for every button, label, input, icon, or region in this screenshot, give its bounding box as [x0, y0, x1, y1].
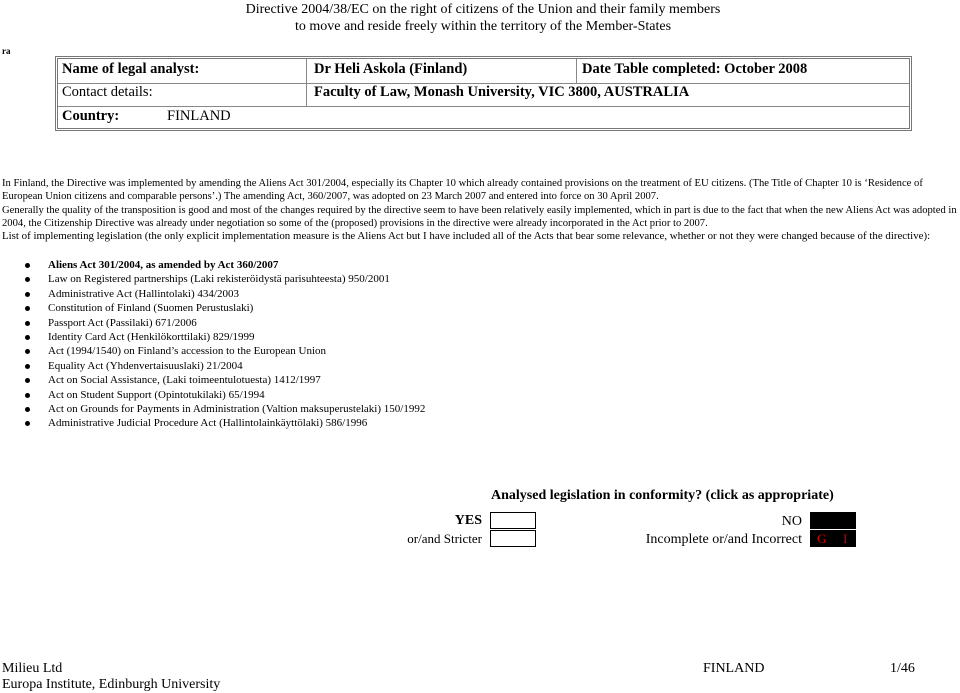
stricter-checkbox[interactable] [490, 530, 536, 547]
table-column-divider [306, 59, 307, 83]
legislation-list [0, 258, 425, 431]
list-item: Equality Act (Yhdenvertaisuuslaki) 21/2004 [0, 359, 425, 373]
list-item: Act on Grounds for Payments in Administration (Valtion maksuperustelaki) 150/1992 [0, 402, 425, 416]
list-item: Administrative Judicial Procedure Act (Hallintolainkäyttölaki) 586/1996 [0, 416, 425, 430]
incomplete-checkbox[interactable] [810, 530, 856, 547]
list-item: Passport Act (Passilaki) 671/2006 [0, 316, 425, 330]
document-title-line-1: Directive 2004/38/EC on the right of citizens of the Union and their family members [245, 2, 721, 17]
contact-label: Contact details: [62, 84, 153, 100]
paragraph-implementation: In Finland, the Directive was implemented by amending the Aliens Act 301/2004, especially its Chapter 10 which already contained provisions on the treatment of EU citizens. (The Title of Chapter 10 is ‘Residence of European Union citizens and comparable persons’.) The amending Act, 360/2007, was adopted on 23 March 2007 and entered into force on 30 April 2007. [2, 178, 923, 203]
footer-page-number: 1/46 [890, 661, 915, 676]
incomplete-label: Incomplete or/and Incorrect [645, 532, 802, 547]
list-item: Administrative Act (Hallintolaki) 434/2003 [0, 287, 425, 301]
incomplete-mark-i: I [843, 531, 848, 546]
country-label: Country: [62, 108, 120, 124]
paragraph-legislation-intro: List of implementing legislation (the only explicit implementation measure is the Aliens Act but I have included all of the Acts that bear some relevance, whether or not they were changed because of the directive): [2, 230, 931, 243]
date-completed: Date Table completed: October 2008 [582, 61, 808, 77]
analyst-name: Dr Heli Askola (Finland) [314, 61, 468, 77]
list-item: Identity Card Act (Henkilökorttilaki) 829/1999 [0, 330, 425, 344]
no-checkbox[interactable] [810, 512, 856, 529]
incomplete-mark-g: G [817, 531, 827, 546]
document-title-line-2: to move and reside freely within the territory of the Member-States [294, 19, 672, 34]
paragraph-quality: Generally the quality of the transposition is good and most of the changes required by the directive seem to have been relatively easily implemented, which in part is due to the fact that when the new Aliens Act was adopted in 2004, the Citizenship Directive was already under negotiation so some of the (proposed) provisions in the directive were already incorporated in the Act prior to 2007. [2, 204, 957, 229]
yes-label: YES [454, 513, 482, 528]
country-value: FINLAND [167, 108, 231, 124]
footer-organisation: Milieu Ltd [2, 661, 63, 676]
analyst-info-table [55, 56, 912, 131]
footer-institute: Europa Institute, Edinburgh University [2, 677, 221, 692]
no-label: NO [781, 514, 802, 529]
list-item: Act on Social Assistance, (Laki toimeentulotuesta) 1412/1997 [0, 373, 425, 387]
table-column-divider [306, 83, 307, 106]
list-item: Aliens Act 301/2004, as amended by Act 360/2007 [0, 258, 425, 272]
list-item: Act (1994/1540) on Finland’s accession to the European Union [0, 344, 425, 358]
yes-checkbox[interactable] [490, 512, 536, 529]
stricter-label: or/and Stricter [407, 531, 482, 546]
body-text [2, 177, 960, 243]
list-item: Act on Student Support (Opintotukilaki) 65/1994 [0, 388, 425, 402]
list-item: Constitution of Finland (Suomen Perustuslaki) [0, 301, 425, 315]
conformity-question: Analysed legislation in conformity? (click as appropriate) [491, 488, 834, 503]
table-row-divider [58, 106, 909, 107]
margin-mark: ra [2, 46, 11, 56]
analyst-label: Name of legal analyst: [62, 61, 200, 77]
footer-country: FINLAND [703, 661, 765, 676]
table-column-divider [576, 59, 577, 83]
list-item: Law on Registered partnerships (Laki rekisteröidystä parisuhteesta) 950/2001 [0, 272, 425, 286]
contact-details: Faculty of Law, Monash University, VIC 3800, AUSTRALIA [314, 84, 690, 100]
